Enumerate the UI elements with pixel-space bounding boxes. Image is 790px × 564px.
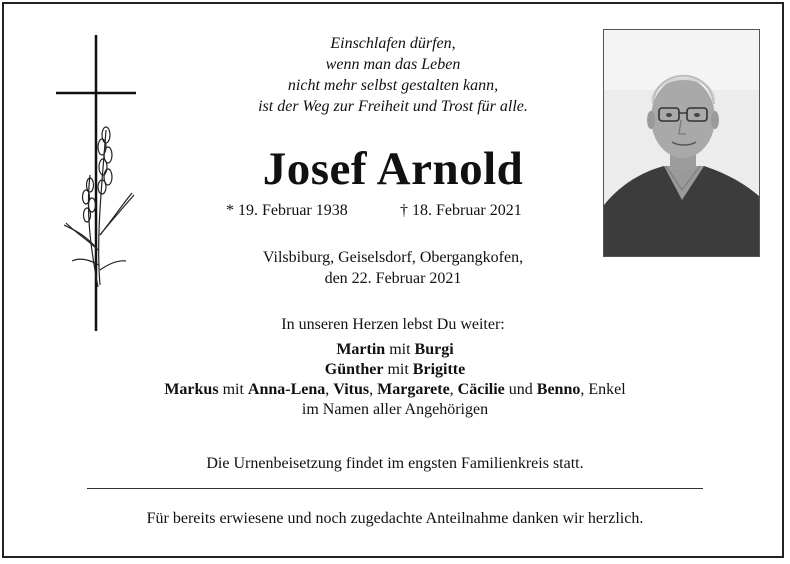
mourner-name: Benno <box>536 381 581 398</box>
heart-line: In unseren Herzen lebst Du weiter: <box>281 316 505 333</box>
mourner-name: Günther <box>324 361 384 378</box>
divider <box>87 488 703 489</box>
death-date: † 18. Februar 2021 <box>400 202 522 219</box>
mourner-name: Margarete <box>377 381 450 398</box>
connector-text: und <box>508 381 533 398</box>
portrait-photo <box>603 29 760 257</box>
poem-line: wenn man das Leben <box>325 56 461 73</box>
mourner-name: Brigitte <box>412 361 466 378</box>
cross-with-wheat-icon <box>50 35 140 335</box>
thanks-line: Für bereits erwiesene und noch zugedachte Anteilnahme danken wir herzlich. <box>146 510 644 527</box>
mourner-name: Martin <box>336 341 386 358</box>
mourner-name: Burgi <box>414 341 454 358</box>
urn-notice: Die Urnenbeisetzung findet im engsten Familienkreis statt. <box>206 455 584 472</box>
mourners-list <box>0 340 790 420</box>
poem-line: Einschlafen dürfen, <box>330 35 456 52</box>
relatives-line: im Namen aller Angehörigen <box>301 401 489 418</box>
place-line: Vilsbiburg, Geiselsdorf, Obergangkofen, <box>262 249 524 266</box>
connector-text: mit <box>222 381 244 398</box>
separator: , <box>325 381 330 398</box>
birth-date: * 19. Februar 1938 <box>226 202 348 219</box>
poem-line: nicht mehr selbst gestalten kann, <box>287 77 499 94</box>
separator: , <box>449 381 454 398</box>
place-and-date <box>188 247 598 289</box>
life-dates <box>226 202 522 220</box>
connector-text: , Enkel <box>580 381 626 398</box>
portrait-image <box>604 30 760 257</box>
mourner-name: Markus <box>164 381 219 398</box>
connector-text: mit <box>389 341 411 358</box>
poem-line: ist der Weg zur Freiheit und Trost für alle. <box>258 98 528 115</box>
mourner-name: Anna-Lena <box>247 381 326 398</box>
deceased-name: Josef Arnold <box>262 143 524 195</box>
mourner-name: Vitus <box>333 381 370 398</box>
separator: , <box>369 381 374 398</box>
mourners-line <box>0 360 790 380</box>
connector-text: mit <box>387 361 409 378</box>
mourners-line <box>0 340 790 360</box>
mourner-name: Cäcilie <box>457 381 505 398</box>
date-line: den 22. Februar 2021 <box>324 270 462 287</box>
mourners-line <box>0 380 790 400</box>
